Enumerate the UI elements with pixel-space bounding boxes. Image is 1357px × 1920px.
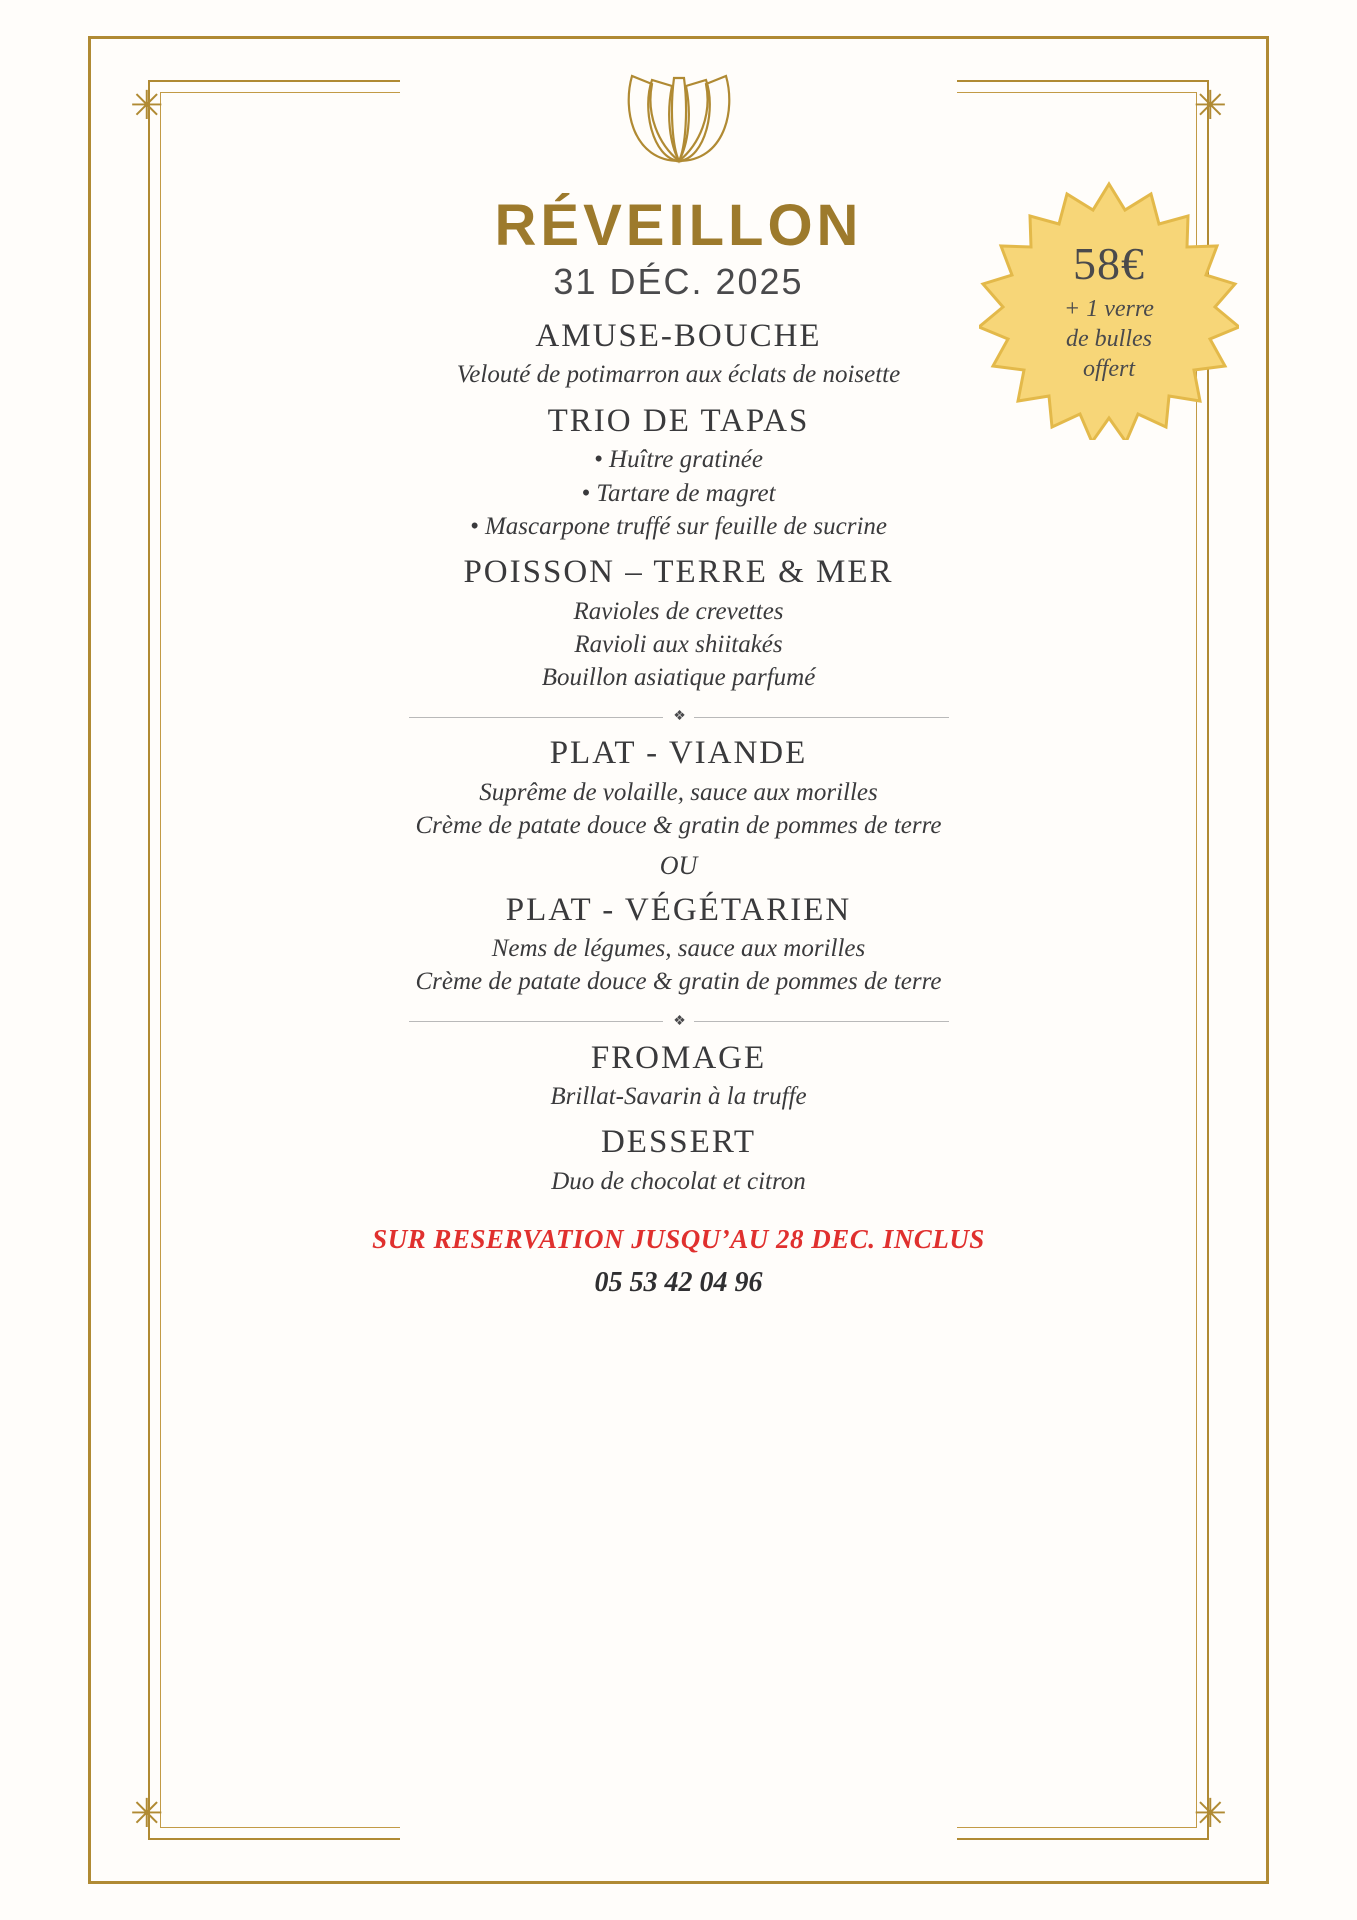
course-title: TRIO DE TAPAS: [547, 402, 810, 439]
course-item: Crème de patate douce & gratin de pommes de terre: [415, 968, 942, 996]
course-separator-ou: OU: [659, 850, 698, 880]
course-item: • Mascarpone truffé sur feuille de sucrine: [469, 512, 888, 540]
badge-line-3: offert: [1083, 355, 1135, 382]
course-item: Velouté de potimarron aux éclats de noisette: [456, 361, 901, 389]
course-poisson-terre-et-mer: [180, 553, 1177, 694]
course-plat-vegetarien: [180, 891, 1177, 999]
art-deco-fan-icon: [614, 36, 744, 166]
course-title: PLAT - VIANDE: [549, 735, 808, 772]
star-icon-top-left: ✳: [130, 83, 164, 128]
course-title: PLAT - VÉGÉTARIEN: [505, 891, 852, 928]
course-trio-de-tapas: [180, 402, 1177, 543]
course-title: AMUSE-BOUCHE: [535, 317, 822, 354]
page-title: RÉVEILLON: [494, 193, 863, 258]
divider-line-left: [409, 717, 664, 718]
divider-line-right: [694, 717, 949, 718]
course-item: Crème de patate douce & gratin de pommes de terre: [415, 812, 942, 840]
diamond-icon: ❖: [673, 1013, 684, 1029]
course-item: Duo de chocolat et citron: [551, 1168, 806, 1196]
price-value: 58€: [1073, 237, 1145, 289]
diamond-icon: ❖: [673, 709, 684, 725]
course-item: • Tartare de magret: [581, 479, 776, 507]
course-title: DESSERT: [600, 1124, 757, 1161]
section-divider: [409, 710, 949, 724]
course-item: Brillat-Savarin à la truffe: [550, 1083, 807, 1111]
frame-bottom-gap: [400, 1790, 957, 1860]
star-icon-top-right: ✳: [1193, 83, 1227, 128]
course-title: FROMAGE: [590, 1039, 767, 1076]
course-fromage: [180, 1039, 1177, 1114]
menu-date: 31 DÉC. 2025: [553, 260, 804, 302]
phone-number[interactable]: 05 53 42 04 96: [594, 1267, 763, 1299]
course-dessert: [180, 1123, 1177, 1198]
course-item: Bouillon asiatique parfumé: [541, 664, 816, 692]
reservation-notice: SUR RESERVATION JUSQU’AU 28 DEC. INCLUS: [372, 1224, 985, 1255]
course-item: Nems de légumes, sauce aux morilles: [491, 935, 866, 963]
section-divider: [409, 1015, 949, 1029]
course-item: Suprême de volaille, sauce aux morilles: [479, 779, 878, 807]
star-icon-bottom-right: ✳: [1193, 1791, 1227, 1836]
course-item: Ravioles de crevettes: [573, 597, 784, 625]
divider-line-left: [409, 1021, 664, 1022]
course-title: POISSON – TERRE & MER: [463, 554, 894, 591]
course-item: Ravioli aux shiitakés: [574, 630, 783, 658]
course-amuse-bouche: [180, 317, 1177, 392]
badge-line-1: + 1 verre: [1064, 295, 1154, 322]
divider-line-right: [694, 1021, 949, 1022]
badge-line-2: de bulles: [1066, 325, 1152, 352]
menu-content: [180, 193, 1177, 1299]
course-item: • Huître gratinée: [594, 446, 763, 474]
course-plat-viande: [180, 734, 1177, 842]
star-icon-bottom-left: ✳: [130, 1791, 164, 1836]
